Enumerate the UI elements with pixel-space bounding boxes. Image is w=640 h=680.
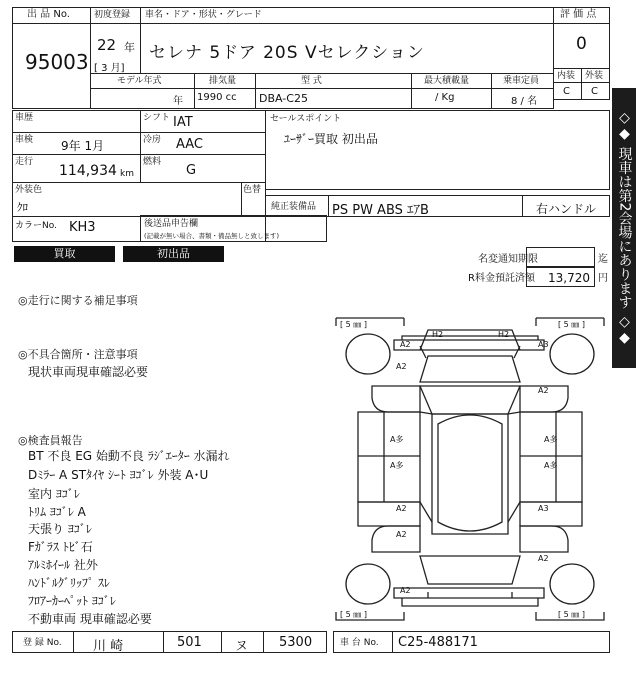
inspector-line: ﾄﾘﾑ ﾖｺﾞﾚ A [28,505,86,519]
registration-number: 5300 [279,635,313,650]
recycle-unit: 円 [598,273,608,284]
front-door-right-mark: A多 [544,435,558,444]
handle-value: 右ハンドル [536,202,597,216]
score-value: 0 [576,34,587,54]
sales-point-label: セールスポイント [270,114,342,124]
rear-right-tire-label: [ 5 ㎜ ] [558,610,585,619]
registration-number-label: 登 録 No. [23,638,62,648]
shift-label: シフト [143,113,171,123]
registration-class: 501 [177,635,202,650]
capacity-value: 8 / 名 [511,96,538,107]
side-banner: ◇◆ 現車は第2会場にあります ◇◆ [612,88,636,368]
lot-number-label: 出 品 No. [27,9,70,20]
inspector-notes-title: ◎検査員報告 [18,434,83,447]
buy-badge: 買取 [14,246,115,262]
first-registration-label: 初度登録 [94,10,131,20]
inspector-line: BT 不良 EG 始動不良 ﾗｼﾞｴｰﾀｰ 水漏れ [28,449,230,463]
chassis-number-label: 車 台 No. [340,638,379,648]
model-year-unit: 年 [173,96,183,107]
displacement-value: 1990 cc [197,92,237,103]
sales-point-value: ﾕｰｻﾞｰ買取 初出品 [284,132,378,146]
aftermarket-sub: (記載が無い場合、書類・備品無しと致します) [144,232,280,240]
inspector-line: 天張り ﾖｺﾞﾚ [28,522,92,536]
car-name-label: 車名・ドア・形状・グレード [145,10,262,20]
inspector-line: 室内 ﾖｺﾞﾚ [28,487,80,501]
color-no-value: KH3 [69,220,96,235]
spec-row [90,73,554,109]
exterior-color-value: ｸﾛ [17,201,28,214]
recycle-field [526,267,595,287]
front-bumper-right-mark: A3 [538,340,549,349]
lot-number-box [12,7,91,109]
registration-number-box [12,631,327,653]
front-left-tire-label: [ 5 ㎜ ] [340,320,367,329]
inspection-label: 車検 [15,135,34,145]
registration-month: [ 3 月] [94,63,125,74]
inspector-line: ﾌﾛｱｰｶｰﾍﾟｯﾄ ﾖｺﾞﾚ [28,594,116,608]
exterior-color-label: 外装色 [15,185,43,195]
lot-number: 95003 [25,50,89,74]
exterior-grade: C [591,86,598,97]
quarter-left-mark: A2 [396,504,407,513]
first-listing-badge: 初出品 [123,246,224,262]
name-change-deadline-unit: 迄 [598,254,608,265]
model-year-label: モデル年式 [117,76,162,86]
headlight-right-mark: H2 [498,330,510,339]
defect-notes-title: ◎不具合箇所・注意事項 [18,348,138,361]
name-change-deadline-field [526,247,595,267]
rear-left-tire-label: [ 5 ㎜ ] [340,610,367,619]
car-name: セレナ 5ドア 20S Vセレクション [149,43,425,63]
ac-label: 冷房 [143,135,162,145]
inspector-line: ﾊﾝﾄﾞﾙｸﾞﾘｯﾌﾟ ｽﾚ [28,576,110,590]
sales-point-box [265,110,610,190]
aftermarket-label: 後送品申告欄 [144,219,199,229]
mileage-value: 114,934 [59,163,117,179]
front-door-left-mark: A多 [390,435,404,444]
recycle-value: 13,720 [548,271,590,285]
headlight-left-mark: H2 [432,330,444,339]
driving-notes-title: ◎走行に関する補足事項 [18,294,138,307]
rear-door-left-mark: A多 [390,461,404,470]
interior-grade: C [563,86,570,97]
equipment-label: 純正装備品 [271,202,317,212]
recycle-label: R料金預託済額 [468,273,535,284]
front-fender-left-mark: A2 [396,362,407,371]
max-load-label: 最大積載量 [424,76,470,86]
chassis-number-box [333,631,610,653]
aftermarket-box [140,215,327,242]
registration-city: 川 崎 [93,639,124,654]
model-type-label: 型 式 [301,76,322,86]
quarter-right-mark: A3 [538,504,549,513]
rear-fender-left-mark: A2 [396,530,407,539]
inspector-line: Dﾐﾗｰ A STﾀｲﾔ ｼｰﾄ ﾖｺﾞﾚ 外装 A･U [28,468,209,482]
rear-bumper-mark: A2 [400,586,411,595]
rear-door-right-mark: A多 [544,461,558,470]
inspector-line: 不動車両 現車確認必要 [28,612,152,626]
car-damage-diagram [332,316,607,624]
registration-year: 22 [97,36,117,54]
equipment-box [265,195,610,217]
car-name-box [140,7,554,74]
displacement-label: 排気量 [209,76,237,86]
first-registration-box [90,7,141,74]
registration-kana: ヌ [235,639,249,654]
color-no-label: カラーNo. [15,221,57,231]
equipment-value: PS PW ABS ｴｱB [332,203,429,218]
rear-fender-right-mark: A2 [538,554,549,563]
name-change-deadline-label: 名変通知期限 [478,254,538,265]
inspector-line: Fｶﾞﾗｽ ﾄﾋﾞ石 [28,540,93,554]
capacity-label: 乗車定員 [503,76,540,86]
front-right-tire-label: [ 5 ㎜ ] [558,320,585,329]
front-bumper-mark: A2 [400,340,411,349]
mileage-unit: km [120,169,134,179]
ac-value: AAC [176,137,203,152]
defect-line: 現状車両現車確認必要 [28,365,149,379]
recolor-label: 色替 [243,185,262,195]
inspection-value: 9年 1月 [61,139,105,153]
registration-year-unit: 年 [124,41,135,54]
fuel-value: G [186,163,197,178]
car-outline-drawing [332,316,607,624]
fuel-label: 燃料 [143,157,162,167]
mileage-label: 走行 [15,157,34,167]
max-load-value: / Kg [435,92,455,103]
interior-label: 内装 [557,71,576,81]
shift-value: IAT [173,115,193,130]
score-box [553,7,610,100]
inspector-line: ｱﾙﾐﾎｲｰﾙ 社外 [28,558,98,572]
score-label: 評 価 点 [560,9,597,20]
exterior-label: 外装 [585,71,604,81]
front-fender-right-mark: A2 [538,386,549,395]
chassis-number: C25-488171 [398,635,478,650]
model-type-value: DBA-C25 [259,92,308,105]
history-label: 車歴 [15,113,34,123]
